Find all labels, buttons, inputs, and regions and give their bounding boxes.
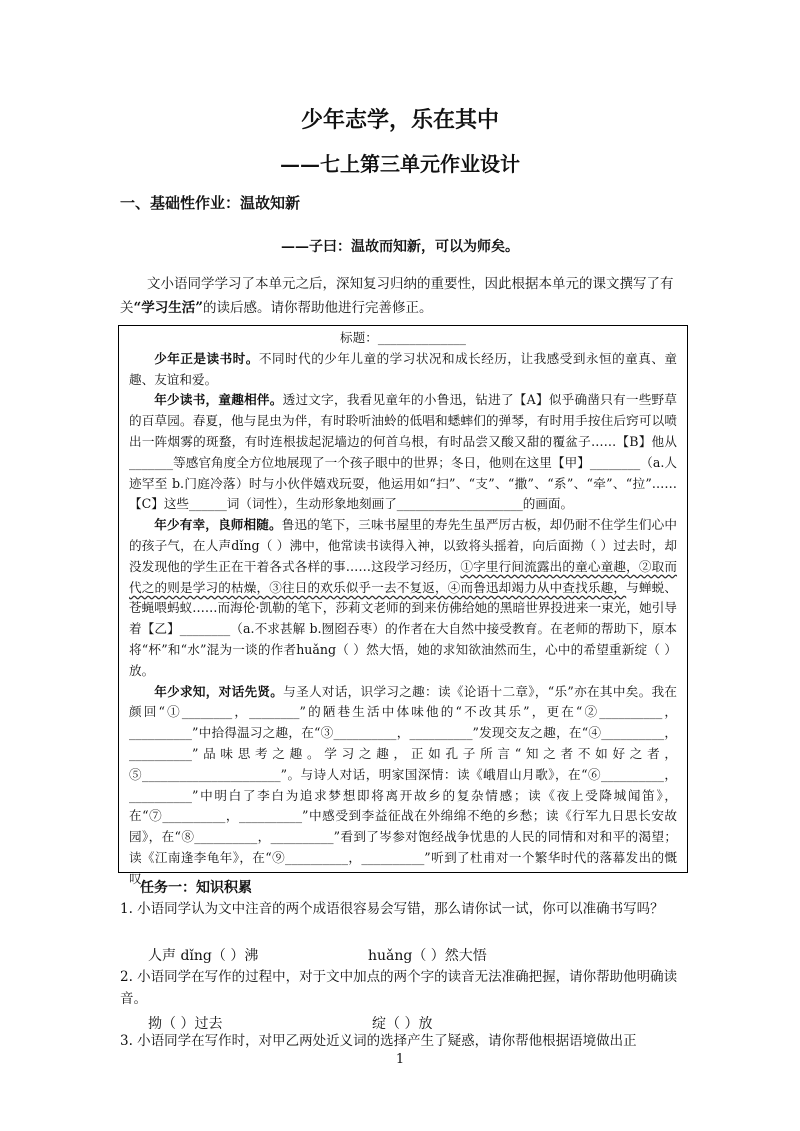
q2-answer-b[interactable]: 绽（ ）放 bbox=[372, 1016, 433, 1032]
essay-paragraph-4: 年少求知，对话先贤。与圣人对话，识学习之趣：读《论语十二章》，“乐”亦在其中矣。我在颜回“①________，________”的陋巷生活中体味他的“不改其乐”，更在“②__________，__________”中拾得温习之趣，在“③__________，__________”发现交友之趣，在“④__________，__________”品味思考之趣。学习之趣，正如孔子所言“知之者不如好之者，⑤______________________”。与诗人对话，明家国深情：读《峨眉山月歌》，在“⑥__________，__________”中明白了李白为追求梦想即将离开故乡的复杂情感；读《夜上受降城闻笛》，在“⑦__________，__________”中感受到李益征战在外绵绵不绝的乡愁；读《行军九日思长安故园》，在“⑧__________，__________”看到了岑参对饱经战争忧患的人民的同情和对和平的渴望；读《江南逢李龟年》，在“⑨__________，__________”听到了杜甫对一个繁华时代的落幕发出的慨叹。 bbox=[129, 683, 678, 886]
page-number: 1 bbox=[395, 1052, 405, 1067]
essay-paragraph-2: 年少读书，童趣相伴。透过文字，我看见童年的小鲁迅，钻进了【A】似乎确凿只有一些野草的百草园。春夏，他与昆虫为伴，有时聆听油蛉的低唱和蟋蟀们的弹琴，有时用手按住后窍可以喷出一阵烟雾的斑蝥，有时连根拔起泥墙边的何首乌根，有时品尝又酸又甜的覆盆子……【B】他从_______等感官角度全方位地展现了一个孩子眼中的世界；冬日，他则在这里【甲】________（a.人迹罕至 b.门庭冷落）时与小伙伴嬉戏玩耍，他运用如“扫”、“支”、“撒”、“系”、“牵”、“拉”……【C】这些______词（词性），生动形象地刻画了____________________的画面。 bbox=[129, 392, 677, 512]
essay-paragraph-1: 少年正是读书时。不同时代的少年儿童的学习状况和成长经历，让我感受到永恒的童真、童趣、友谊和爱。 bbox=[129, 350, 678, 387]
essay-paragraph-3: 年少有幸，良师相随。鲁迅的笔下，三味书屋里的寿先生虽严厉古板，却仍耐不住学生们心中的孩子气，在人声dǐng（ ）沸中，他常读书读得入神，以致将头摇着，向后面拗（ ）过去时，却没发现他的学生正在干着各式各样的事……这段学习经历，①字里行间流露出的童心童趣，②取而代之的则是学习的枯燥，③往日的欢乐似乎一去不复返，④而鲁迅却竭力从中查找乐趣，与蝉蜕、苍蝇喂蚂蚁……而海伦·凯勒的笔下，莎莉文老师的到来仿佛给她的黑暗世界投进来一束光，她引导着【乙】________（a.不求甚解 b.囫囵吞枣）的作者在大自然中接受教育。在老师的帮助下，原本将“杯”和“水”混为一谈的作者huǎng（ ）然大悟，她的求知欲油然而生，心中的希望重新绽（ ）放。 bbox=[129, 517, 678, 678]
essay-box bbox=[118, 325, 688, 886]
question-2: 2. 小语同学在写作的过程中，对于文中加点的两个字的读音无法准确把握，请你帮助他明确读音。 bbox=[120, 969, 678, 1007]
q1-answer-a[interactable]: 人声 dǐng（ ）沸 bbox=[148, 948, 259, 964]
intro-paragraph: 文小语同学学习了本单元之后，深知复习归纳的重要性，因此根据本单元的课文撰写了有关“学习生活”的读后感。请你帮助他进行完善修正。 bbox=[120, 276, 674, 316]
q2-answer-a[interactable]: 拗（ ）过去 bbox=[148, 1016, 223, 1032]
section-quote: ——子曰：温故而知新，可以为师矣。 bbox=[281, 239, 519, 255]
wavy-underlined-sentence: ①字里行间流露出的童心童趣，②取而代之的则是学习的枯燥，③往日的欢乐似乎一去不复返，④而鲁迅却竭力从中查找乐趣， bbox=[129, 558, 678, 595]
task-title: 任务一：知识积累 bbox=[140, 880, 252, 896]
question-1: 1. 小语同学认为文中注音的两个成语很容易会写错，那么请你试一试，你可以准确书写吗？ bbox=[120, 901, 664, 917]
page-subtitle: ——七上第三单元作业设计 bbox=[280, 152, 520, 176]
q1-answer-b[interactable]: huǎng（ ）然大悟 bbox=[368, 948, 487, 964]
question-3: 3. 小语同学在写作时，对甲乙两处近义词的选择产生了疑惑，请你帮他根据语境做出正 bbox=[120, 1033, 637, 1049]
page-title: 少年志学，乐在其中 bbox=[300, 107, 499, 133]
essay-title-field: 标题：______________ bbox=[340, 330, 466, 345]
section-heading: 一、基础性作业：温故知新 bbox=[120, 194, 301, 212]
intro-keyword: “学习生活” bbox=[133, 300, 204, 316]
